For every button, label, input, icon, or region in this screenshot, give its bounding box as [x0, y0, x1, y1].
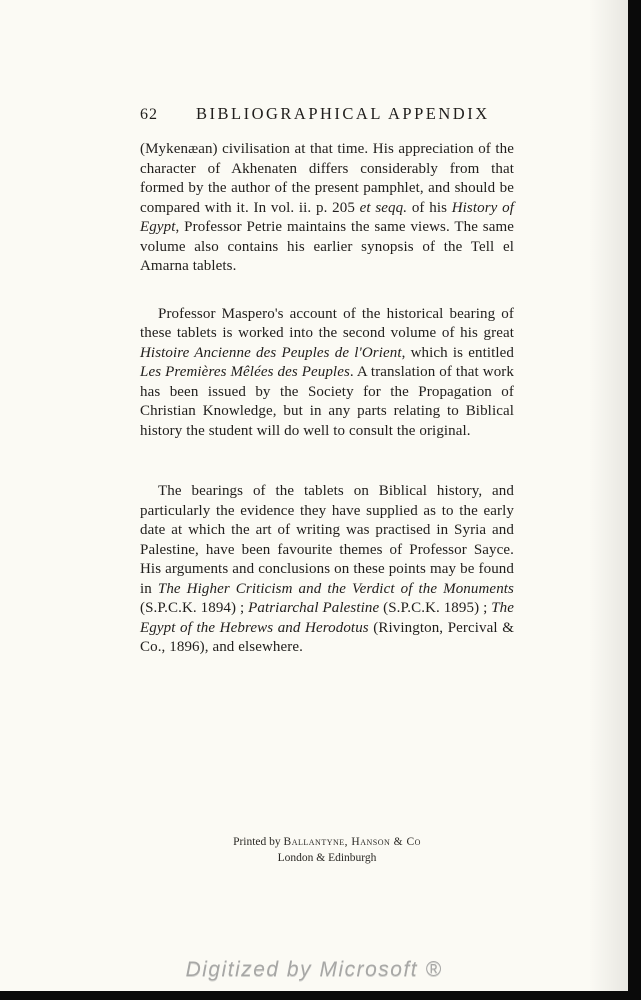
text-run: Ballantyne, Hanson & Co — [283, 836, 421, 848]
printer-credit — [140, 834, 514, 866]
body-paragraphs — [140, 140, 514, 658]
printer-line-2: London & Edinburgh — [277, 852, 377, 864]
text-run: History of Egypt — [140, 199, 515, 235]
text-run: , Professor Petrie maintains the same views. The same volume also contains his earlier synopsis of the Tell el Amarna tablets. — [140, 219, 514, 274]
text-run: The bearings of the tablets on Biblical history, and particularly the evidence they have supplied as to the early date at which the art of writing was practised in Syria and Palestine, have been favourite themes of Professor Sayce. His arguments and conclusions on these points may be found in — [140, 483, 514, 597]
text-run: Patriarchal Palestine — [248, 600, 380, 616]
printer-line-1 — [140, 834, 514, 850]
text-run: The Egypt of the Hebrews and Herodotus — [140, 600, 515, 636]
text-run: (S.P.C.K. 1894) ; — [140, 600, 249, 616]
text-run: Histoire Ancienne des Peuples de l'Orient — [140, 344, 402, 361]
header-title: BIBLIOGRAPHICAL APPENDIX — [196, 104, 490, 123]
text-run: Professor Maspero's account of the historical bearing of these tablets is worked into the second volume of his great — [140, 305, 514, 341]
paragraph — [140, 482, 514, 658]
digitized-watermark: Digitized by Microsoft ® — [185, 958, 443, 981]
text-run: Printed by — [233, 836, 284, 848]
text-run: (Rivington, Percival & Co., 1896), and elsewhere. — [140, 619, 514, 655]
page-header — [140, 104, 512, 124]
text-run: The Higher Criticism and the Verdict of the Monuments — [157, 580, 514, 597]
text-run: of his — [407, 199, 452, 216]
text-run: (Mykenæan) civilisation at that time. His appreciation of the character of Akhenaten differs considerably from that formed by the author of the present pamphlet, and should be compared with it. In vol. ii. p. 205 — [140, 141, 514, 216]
text-run: . A translation of that work has been issued by the Society for the Propagation of Christian Knowledge, but in any parts relating to Biblical history the student will do well to consult the original. — [140, 364, 514, 439]
scan-edge-right — [628, 0, 641, 1000]
text-run: , which is entitled — [401, 344, 514, 361]
paragraph — [140, 140, 514, 277]
text-run: (S.P.C.K. 1895) ; — [379, 600, 492, 616]
text-run: et seqq. — [359, 199, 408, 216]
paragraph — [140, 305, 514, 442]
text-run: Les Premières Mêlées des Peuples — [140, 364, 350, 380]
page-number: 62 — [140, 106, 158, 123]
scan-edge-bottom — [0, 991, 641, 1000]
